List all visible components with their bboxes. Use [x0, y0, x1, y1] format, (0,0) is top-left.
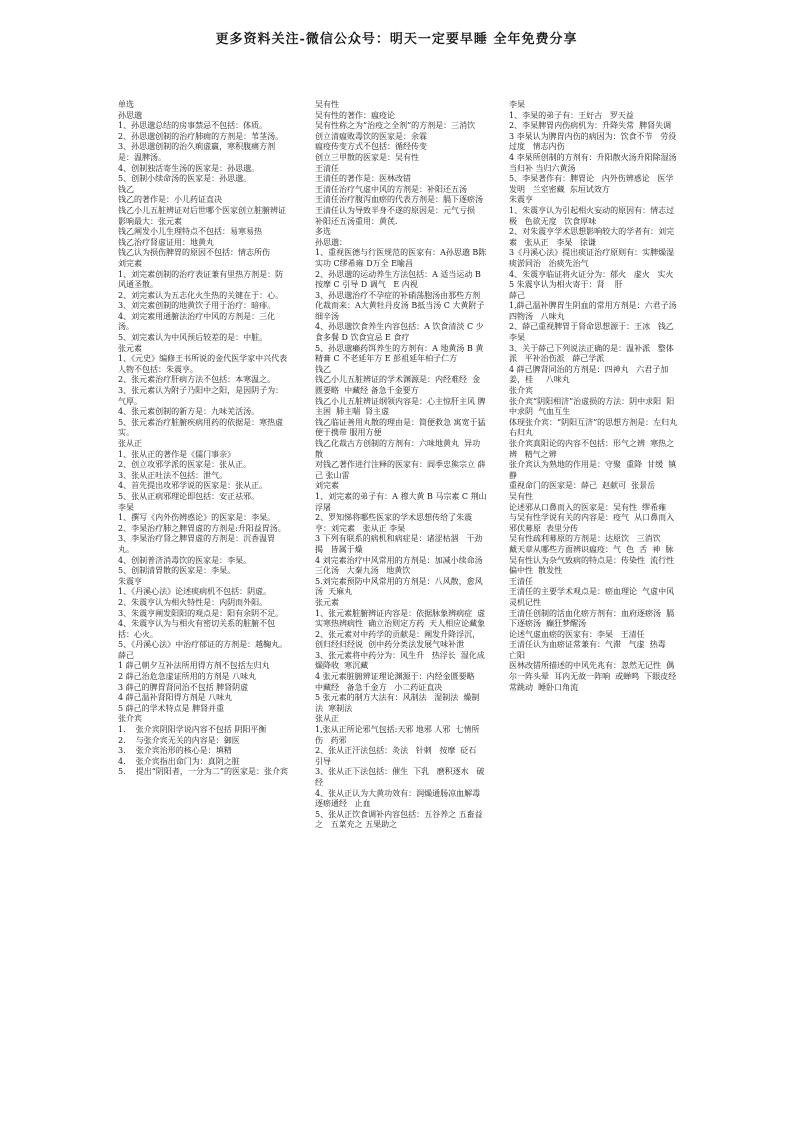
- text-line: 5、创制清胃散的医家是：李杲。: [118, 566, 236, 576]
- text-line: 王清任的主要学术观点是：瘀血理论 气虚中风 灵机记性: [509, 587, 682, 607]
- text-line: 4、张从正认为大黄功效有：润燥通肠凉血解毒 逐瘀通经 止血: [315, 788, 488, 809]
- text-line: 钱乙认为损伤脾胃的原因不包括：情志所伤: [118, 248, 270, 258]
- text-line: 薛己: [118, 650, 134, 660]
- text-line: 创立清瘟败毒饮的医家是：余霖: [315, 131, 427, 141]
- text-line: 吴有性: [315, 100, 339, 109]
- column-left: [118, 100, 290, 778]
- text-line: 钱乙的著作是：小儿药证直决: [118, 195, 222, 205]
- text-line: 钱乙: [118, 184, 134, 194]
- text-line: 张元素: [118, 343, 142, 353]
- text-line: 3、刘完素创制的地黄饮子用于治疗：暗痱。: [118, 301, 276, 311]
- text-line: 钱乙阐发小儿生理特点不包括：易寒易热: [118, 227, 262, 237]
- text-line: 5 薛己的学术特点是 脾肾并重: [118, 703, 225, 713]
- text-line: 朱震亨: [118, 576, 142, 586]
- text-line: 4、孙思邈饮食养生内容包括：A 饮食清淡 C 少食多餐 D 饮食宜忌 E 食疗: [315, 322, 484, 343]
- text-line: 张元素: [315, 597, 339, 607]
- text-line: 4 张元素脏腑辨证理论渊源于：内经金匮要略 中藏经 备急千金方 小二药证直决: [315, 672, 483, 692]
- text-line: 单选: [118, 100, 134, 109]
- text-line: 王清任创制的活血化瘀方剂有：血府逐瘀汤 膈下逐瘀汤 癫狂梦醒汤: [509, 608, 675, 629]
- text-line: 1、朱震亨认为引起相火妄动的原因有：情志过极 色欲无度 饮食厚味: [509, 205, 675, 226]
- text-line: 多选: [315, 227, 331, 237]
- text-line: 4 薛己脾肾同治的方剂是：四神丸 六君子加姜，桂 八味丸: [509, 364, 669, 385]
- text-line: 2、张元素对中药学的贡献是：阐发升降浮沉，创归经归经说 创中药分类法发展气味补泄: [315, 629, 481, 650]
- text-line: 1、刘完素的弟子有：A 穆大黄 B 马宗素 C 荆山浮屠: [315, 491, 487, 512]
- text-line: 瘟疫传变方式不包括：循经传变: [315, 142, 427, 152]
- text-line: 3、朱震亨阐发阳阳的观点是：阳有余阴不足。: [118, 608, 284, 618]
- text-line: 创立三甲散的医家是：吴有性: [315, 152, 419, 162]
- text-line: 3、张元素认为附子乃阳中之阳，是因阴子为：气厚。: [118, 386, 284, 406]
- text-line: 孙思邈：: [315, 237, 347, 247]
- text-line: 吴有性: [509, 491, 533, 501]
- text-line: 张从正: [118, 439, 142, 448]
- text-line: 张介宾: [118, 714, 142, 724]
- text-line: 吴有性的著作：瘟疫论: [315, 110, 395, 120]
- text-line: 论述邪从口鼻而入的医家是：吴有性 缪希雍: [509, 502, 667, 512]
- text-line: 3、孙思邈治疗不孕症的补硝荡胞汤由那些方剂化裁而来：A大黄牡丹皮汤 B抵当汤 C 大黄附子细辛汤: [315, 290, 485, 321]
- text-line: 1,张从正所论邪气包括:天邪 地邪 人邪 七情所伤 药邪: [315, 725, 480, 745]
- text-line: 3、张从正吐法不包括：泄气。: [118, 470, 228, 480]
- text-line: 对钱乙著作进行注释的医家有：阎季忠熊宗立 薛己 张山雷: [315, 460, 486, 480]
- text-line: 4 刘完素治疗中风常用的方剂是：加减小续命汤 三化汤 大秦九汤 地黄饮: [315, 555, 491, 576]
- text-line: 3、孙思邈创制的治久痢虚羸，寒积腹痛方剂是：温脾汤。: [118, 142, 276, 162]
- text-line: 1、李杲的弟子有：王好古 罗天益: [509, 110, 634, 120]
- column-middle: [315, 100, 491, 831]
- text-line: 张介宾: [509, 386, 533, 396]
- text-line: 张介宾“阴阳相济”治虚损的方法：阴中求阳 阳中求阴 气血互生: [509, 396, 675, 417]
- text-line: 3《丹溪心法》提出痰证治疗原则有：实脾燥湿 痰淤同治 治痰先治气: [509, 248, 682, 268]
- text-line: 钱乙小儿五脏辨证的学术渊源是：内经难经 金匮要略 中藏经 备急千金要方: [315, 375, 481, 396]
- text-line: 4 李杲所创制的方剂有：升阳散火汤升阳除湿汤 当归补 当归六黄汤: [509, 152, 685, 173]
- text-line: 4、朱震亨认为与相火有密切关系的脏腑不包括：心火。: [118, 619, 276, 639]
- text-line: 5. 提出“阴阳者，一分为二”的医家是：张介宾: [118, 767, 288, 777]
- text-line: 钱乙小儿五脏辨证对后世哪个医家创立脏腑辨证影响最大：张元素: [118, 205, 286, 226]
- text-line: 5、刘完素认为中风预后较差的是：中脏。: [118, 333, 268, 343]
- text-line: 刘完素: [315, 481, 339, 491]
- text-line: 2、创立攻邪学派的医家是：张从正。: [118, 460, 252, 470]
- text-line: 1,薛己温补脾胃生阴血的常用方剂是：六君子汤 四物汤 八味丸: [509, 301, 685, 321]
- text-line: 李杲: [118, 502, 134, 512]
- text-line: 王清任: [315, 163, 339, 173]
- text-line: 补阳还五汤重用：黄芪.: [315, 216, 398, 226]
- text-line: 2、罗知悌将哪些医家的学术思想传给了朱震亨：刘完素 张从正 李杲: [315, 513, 473, 533]
- text-line: 5、李杲著作有：脾胃论 内外伤辨惑论 医学发明 兰室密藏 东垣试效方: [509, 174, 674, 194]
- text-line: 2. 与张介宾无关的内容是：御医: [118, 735, 240, 745]
- text-line: 重视命门的医家是：薛己 赵献可 张景岳: [509, 481, 656, 491]
- text-line: 薛己: [509, 290, 525, 300]
- text-line: 1、撰写《内外伤辨惑论》的医家是：李杲。: [118, 513, 276, 523]
- text-line: 医林改错所描述的中风先兆有：忽然无记性 偶尔一阵头晕 耳内无故一阵响 或蝉鸣 下眼皮经常跳动 睡卧口角流: [509, 661, 677, 692]
- text-line: 王清任: [509, 576, 533, 586]
- text-line: 2、张元素治疗肝病方法不包括：本寒温之。: [118, 375, 276, 385]
- text-line: 王清任认为血瘀证常兼有：气滞 气虚 热毒 亡阳: [509, 640, 674, 660]
- text-line: 钱乙临证善用丸散的理由是：简便救急 寓宽于猛 便于携带 服用方便: [315, 417, 489, 438]
- text-line: 论述气虚血瘀的医家有：李杲 王清任: [509, 629, 645, 639]
- text-line: 1 薛己朝夕互补法所用得方剂不包括左归丸: [118, 661, 270, 671]
- text-line: 刘完素: [118, 258, 142, 268]
- text-line: 5、张元素治疗脏腑疾病用药的依据是：寒热虚实。: [118, 417, 284, 438]
- text-line: 5、孙思邈癞药饵养生的方剂有：A 地黄汤 B 黄精膏 C 不老延年方 E 彭祖延年柏子仁方: [315, 343, 484, 364]
- text-line: 5、创制小续命汤的医家是：孙思邈。: [118, 174, 252, 184]
- text-line: 2、刘完素认为五志化火生热的关键在于：心。: [118, 290, 284, 300]
- text-line: 王清任治疗腹泻血瘀的代表方剂是：膈下逐瘀汤: [315, 195, 483, 205]
- text-line: 与吴有性学说有关的内容是：疫气 从口鼻而入 邪伏募原 表里分传: [509, 513, 680, 533]
- text-line: 2、孙思邈创制的治疗肺痈的方剂是：苇茎汤。: [118, 131, 284, 141]
- text-line: 4、首先提出攻邪学说的医家是：张从正。: [118, 481, 268, 491]
- text-line: 1. 张介宾阴阳学说内容不包括 阴阳平衡: [118, 725, 267, 735]
- text-line: 1、刘完素创制的治疗表证兼有里热方剂是：防风通圣散。: [118, 269, 284, 290]
- text-line: 钱乙: [315, 364, 331, 374]
- text-line: 吴有性称之为“治疫之全剂”的方剂是：三消饮: [315, 121, 476, 131]
- text-line: 4、张元素创制的新方是：九味羌活汤。: [118, 407, 260, 417]
- text-line: 2、张从正汗法包括：灸法 针刺 按摩 砭石 引导: [315, 746, 485, 766]
- text-line: 4、创制独活寄生汤的医家是：孙思邈。: [118, 163, 260, 173]
- text-line: 4、创制普济消毒饮的医家是：李杲。: [118, 555, 252, 565]
- text-line: 2、对朱震亨学术思想影响较大的学者有：刘完素 张从正 李杲 徐谦: [509, 227, 675, 247]
- text-line: 2、薛己重视脾胃于肾命思想源于：王冰 钱乙 李杲: [509, 322, 682, 343]
- text-line: 5、《丹溪心法》中治疗郁证的方剂是：越鞠丸。: [118, 640, 288, 650]
- text-line: 2 薛己治危急虚证所用的方剂是 八味丸: [118, 672, 257, 682]
- text-line: 钱乙化裁古方创制的方剂有：六味地黄丸 异功散: [315, 439, 481, 459]
- text-line: 钱乙治疗肾虚证用：地黄丸: [118, 237, 214, 247]
- text-line: 4、刘完素用通腑法治疗中风的方剂是：三化汤。: [118, 311, 276, 332]
- page-header: 更多资料关注-微信公众号：明天一定要早睡 全年免费分享: [215, 32, 578, 47]
- text-line: 张介宾真阳论的内容不包括：形气之辨 寒热之辨 精气之辨: [509, 439, 675, 459]
- text-line: 1、《元史》编修王书所说的金代医学家中兴代表人物不包括：朱震亨。: [118, 354, 288, 374]
- text-line: 3、张从正下法包括：催生 下乳 磨积逐水 破经: [315, 767, 485, 787]
- text-line: 5.刘完素预防中风常用的方剂是：八风散，愈风汤 天麻丸: [315, 576, 483, 597]
- text-line: 吴有性认为杂气致病的特点是：传染性 流行性 偏中性 散发性: [509, 555, 680, 576]
- text-line: 张从正: [315, 714, 339, 724]
- text-line: 戴天章从哪些方面辨识瘟疫：气 色 舌 神 脉: [509, 544, 674, 554]
- text-line: 2、孙思邈的运动养生方法包括：A 适当运动 B 按摩 C 引导 D 调气 E 内视: [315, 269, 484, 290]
- text-line: 1、孙思邈总结的房事禁忌不包括：体质。: [118, 121, 268, 131]
- text-line: 王清任的著作是：医林改错: [315, 174, 411, 184]
- text-line: 孙思邈: [118, 110, 142, 120]
- text-line: 吴有性疏利募原的方剂是：达原饮 三消饮: [509, 534, 661, 544]
- column-right: [509, 100, 685, 693]
- text-line: 4 薛己温补肾阳得方剂是 八味丸: [118, 693, 233, 703]
- text-line: 5、张从正病邪理论即包括：安正祛邪。: [118, 491, 260, 501]
- text-line: 3、李杲治疗肾之脾胃虚的方剂是：沉香温胃丸。: [118, 534, 276, 554]
- text-line: 张介宾认为熟地的作用是：守聚 重降 甘缓 镇静: [509, 460, 677, 480]
- text-line: 4、朱震亨临证将火证分为：郁火 虚火 实火: [509, 269, 674, 279]
- text-line: 钱乙小儿五脏辨证纲领内容是：心主惊肝主风 脾主困 肺主喘 肾主虚: [315, 396, 486, 417]
- text-line: 1、张元素脏腑辨证内容是：依据脉象辨病症 虚实寒热辨病性 确立治则定方药 天人相应论藏象: [315, 608, 486, 629]
- text-line: 5、张从正饮食调补内容包括：五谷养之 五畜益之 五菜充之 五果助之: [315, 809, 483, 830]
- text-line: 体现张介宾：“阴阳互济”的思想方剂是：左归丸 右归丸: [509, 417, 683, 438]
- text-line: 王清任认为导致半身不遂的原因是：元气亏损: [315, 205, 475, 215]
- text-line: 朱震亨: [509, 195, 533, 205]
- text-line: 王清任治疗气虚中风的方剂是：补阳还五汤: [315, 184, 467, 194]
- text-line: 3 李杲认为脾胃内伤的病因为：饮食不节 劳役过度 情志内伤: [509, 131, 677, 152]
- text-line: 李杲: [509, 100, 525, 109]
- text-line: 3 薛己的脾胃肾同治不包括 脾肾阴虚: [118, 682, 249, 692]
- text-line: 1、重视医德与行医规范的医家有：A孙思邈 B陈实功 C缪希雍 D万全 E喻昌: [315, 248, 487, 268]
- text-line: 3、张元素将中药分为：风生升 热浮长 湿化成 燥降收 寒沉藏: [315, 650, 490, 671]
- text-line: 2、李杲治疗肺之脾胃虚的方剂是:升阳益胃汤。: [118, 523, 286, 533]
- text-line: 1、《丹溪心法》论述痰病机不包括：阴虚。: [118, 587, 272, 597]
- text-line: 5 朱震亨认为相火寄于：肾 肝: [509, 280, 623, 290]
- text-line: 4. 张介宾指出命门为：真阴之脏: [118, 756, 240, 766]
- text-line: 1、张从正的著作是《儒门事亲》: [118, 449, 236, 459]
- text-line: 2、李杲脾胃内伤病机为：升降失常 脾肾失调: [509, 121, 672, 131]
- text-line: 3、关于薛己下列说法正确的是：温补派 整体派 平补治伤派 薛己学派: [509, 343, 674, 364]
- text-line: 3. 张介宾治形的核心是：填精: [118, 746, 232, 756]
- text-line: 3 下列有联系的病机和病症是：诸涩枯涸 干劲 揭 皆属于燥: [315, 534, 490, 554]
- text-line: 2、朱震亨认为相火特性是：内阴而外阳。: [118, 597, 268, 607]
- text-line: 5 张元素的制方大法有：风制法 湿制法 燥制法 寒制法: [315, 693, 480, 713]
